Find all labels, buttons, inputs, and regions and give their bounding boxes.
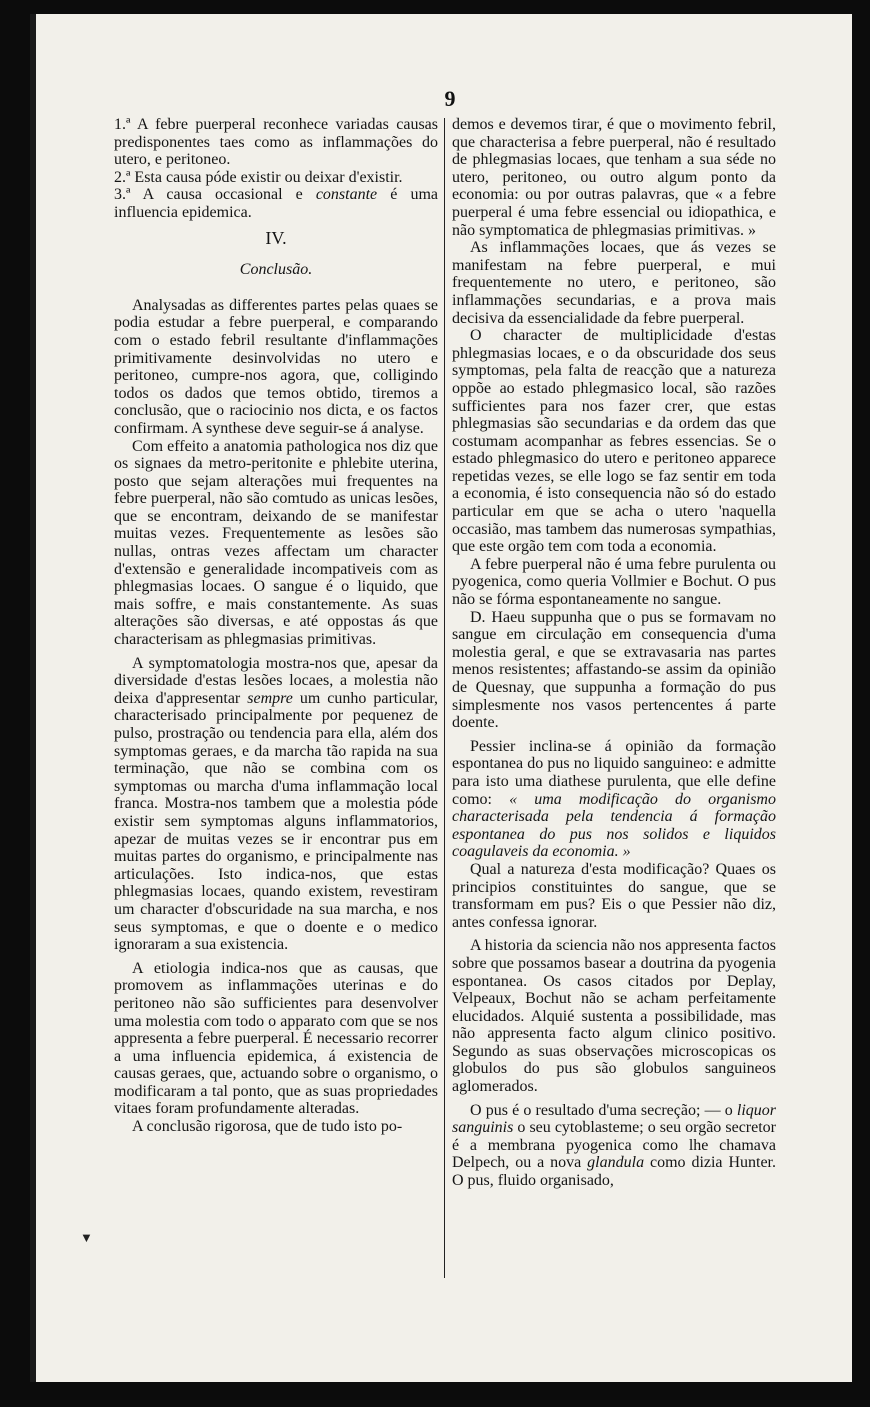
right-column: [452, 116, 776, 1190]
proposition-1: 1.ª A febre puerperal reconhece variadas causas predisponentes taes como as inflammações do utero, e peritoneo.: [114, 116, 438, 169]
paragraph: Pessier inclina-se á opinião da formação espontanea do pus no liquido sanguineo: e admitte para isto uma diathese purulenta, que elle define como: « uma modificação do organismo characterisada pela tendencia á formação espontanea do pus nos solidos e liquidos coagulaveis da economia. »: [452, 737, 776, 861]
emphasis-text: « uma modificação do organismo characterisada pela tendencia á formação espontanea do pus nos solidos e liquidos coagulaveis da economia. »: [452, 790, 776, 861]
left-column: [114, 116, 438, 1136]
emphasis-text: sempre: [247, 689, 293, 707]
paragraph: O character de multiplicidade d'estas phlegmasias locaes, e o da obscuridade dos seus symptomas, pela falta de reacção que a natureza oppõe ao estado phlegmasico local, são razões sufficientes para nos fazer crer, que estas phlegmasias são secundarias e da ordem das que costumam acompanhar as febres essencias. Se o estado phlegmasico do utero e peritoneo apparece repetidas vezes, se elle logo se faz sentir em toda a economia, é isto consequencia não só do estado particular em que se acha o utero 'naquella occasião, mas tambem das numerosas sympathias, que este orgão tem com toda a economia.: [452, 327, 776, 556]
paragraph: Com effeito a anatomia pathologica nos diz que os signaes da metro-peritonite e phlebite uterina, posto que sejam alterações mui frequentes na febre puerperal, não são comtudo as unicas lesões, que se encontram, deixando de se manifestar muitas vezes. Frequentemente as lesões são nullas, ontras vezes affectam um character d'extensão e generalidade incompativeis com as phlegmasias locaes. O sangue é o liquido, que mais soffre, e mais constantemente. As suas alterações são diversas, e até oppostas ás que characterisam as phlegmasias primitivas.: [114, 437, 438, 649]
section-heading: IV.: [265, 227, 287, 248]
paragraph: O pus é o resultado d'uma secreção; — o liquor sanguinis o seu cytoblasteme; o seu orgão secretor é a membrana pyogenica como lhe chamava Delpech, ou a nova glandula como dizia Hunter. O pus, fluido organisado,: [452, 1101, 776, 1190]
emphasis-text: constante: [315, 186, 378, 204]
column-rule: [444, 118, 445, 1278]
paragraph: A symptomatologia mostra-nos que, apesar da diversidade d'estas lesões locaes, a molestia não deixa d'appresentar sempre um cunho particular, characterisado principalmente por pequenez de pulso, prostração ou tendencia para ella, além dos symptomas geraes, e da marcha tão rapida na sua terminação, que não se combina com os symptomas ou marcha d'uma inflammação local franca. Mostra-nos tambem que a molestia póde existir sem symptomas alguns inflammatorios, apezar de muitas vezes se ir encontrar pus em muitas partes do organismo, e principalmente nas articulações. Isto indica-nos, que estas phlegmasias locaes, quando existem, revestiram um character d'obscuridade na sua marcha, e nos seus symptomas, e que o doente e o medico ignoraram a sua existencia.: [114, 654, 439, 954]
paragraph: Analysadas as differentes partes pelas quaes se podia estudar a febre puerperal, e comparando com o estado febril resultante d'inflammações primitivamente desinvolvidas no utero e peritoneo, cumpre-nos agora, que, colligindo todos os dados que temos obtido, tiremos a conclusão, que o raciocinio nos dicta, e os factos confirmam. A synthese deve seguir-se á analyse.: [114, 296, 438, 437]
margin-mark-icon: ▼: [80, 1230, 93, 1245]
paragraph: D. Haeu suppunha que o pus se formavam no sangue em circulação em consequencia d'uma molestia geral, e que se extravasaria nas partes menos resistentes; affastando-se assim da opinião de Quesnay, que suppunha a formação do pus simplesmente nos vasos pertencentes á parte doente.: [452, 608, 776, 732]
paragraph: A etiologia indica-nos que as causas, que promovem as inflammações uterinas e do peritoneo não são sufficientes para desenvolver uma molestia com todo o apparato com que se nos appresenta a febre puerperal. É necessario recorrer a uma influencia epidemica, á existencia de causas geraes, que, actuando sobre o organismo, o modificaram a tal ponto, que as suas propriedades vitaes foram profundamente alteradas.: [114, 959, 438, 1118]
paragraph: Qual a natureza d'esta modificação? Quaes os principios constituintes do sangue, que se transformam em pus? Eis o que Pessier não diz, antes confessa ignorar.: [452, 860, 776, 931]
proposition-3: 3.ª A causa occasional e constante é uma influencia epidemica.: [114, 186, 438, 221]
emphasis-text: glandula: [587, 1154, 645, 1172]
proposition-2: 2.ª Esta causa póde existir ou deixar d'existir.: [114, 168, 403, 186]
emphasis-text: liquor sanguinis: [452, 1101, 776, 1137]
paragraph: A conclusão rigorosa, que de tudo isto po-: [132, 1118, 403, 1136]
paragraph: A historia da sciencia não nos appresenta factos sobre que possamos basear a doutrina da pyogenia espontanea. Os casos citados por Deplay, Velpeaux, Bochut não se acham perfeitamente elucidados. Alquié sustenta a possibilidade, mas não appresenta facto algum clinico positivo. Segundo as suas observações microscopicas os globulos do pus são globulos sanguineos aglomerados.: [452, 937, 776, 1096]
paragraph: A febre puerperal não é uma febre purulenta ou pyogenica, como queria Vollmier e Bochut. O pus não se fórma espontaneamente no sangue.: [452, 555, 776, 609]
document-page: [30, 14, 852, 1382]
paragraph: demos e devemos tirar, é que o movimento febril, que characterisa a febre puerperal, não é resultado de phlegmasias locaes, que tenham a sua séde no utero, peritoneo, ou outro algum ponto da economia: ou por outras palavras, que « a febre puerperal é uma febre essencial ou idiopathica, e não symptomatica de phlegmasias primitivas. »: [452, 116, 776, 239]
section-subheading: Conclusão.: [239, 261, 313, 279]
page-number: 9: [444, 86, 456, 111]
paragraph: As inflammações locaes, que ás vezes se manifestam na febre puerperal, e mui frequentemente no utero, e peritoneo, são inflammações secundarias, e a prova mais decisiva da essencialidade da febre puerperal.: [452, 239, 776, 327]
